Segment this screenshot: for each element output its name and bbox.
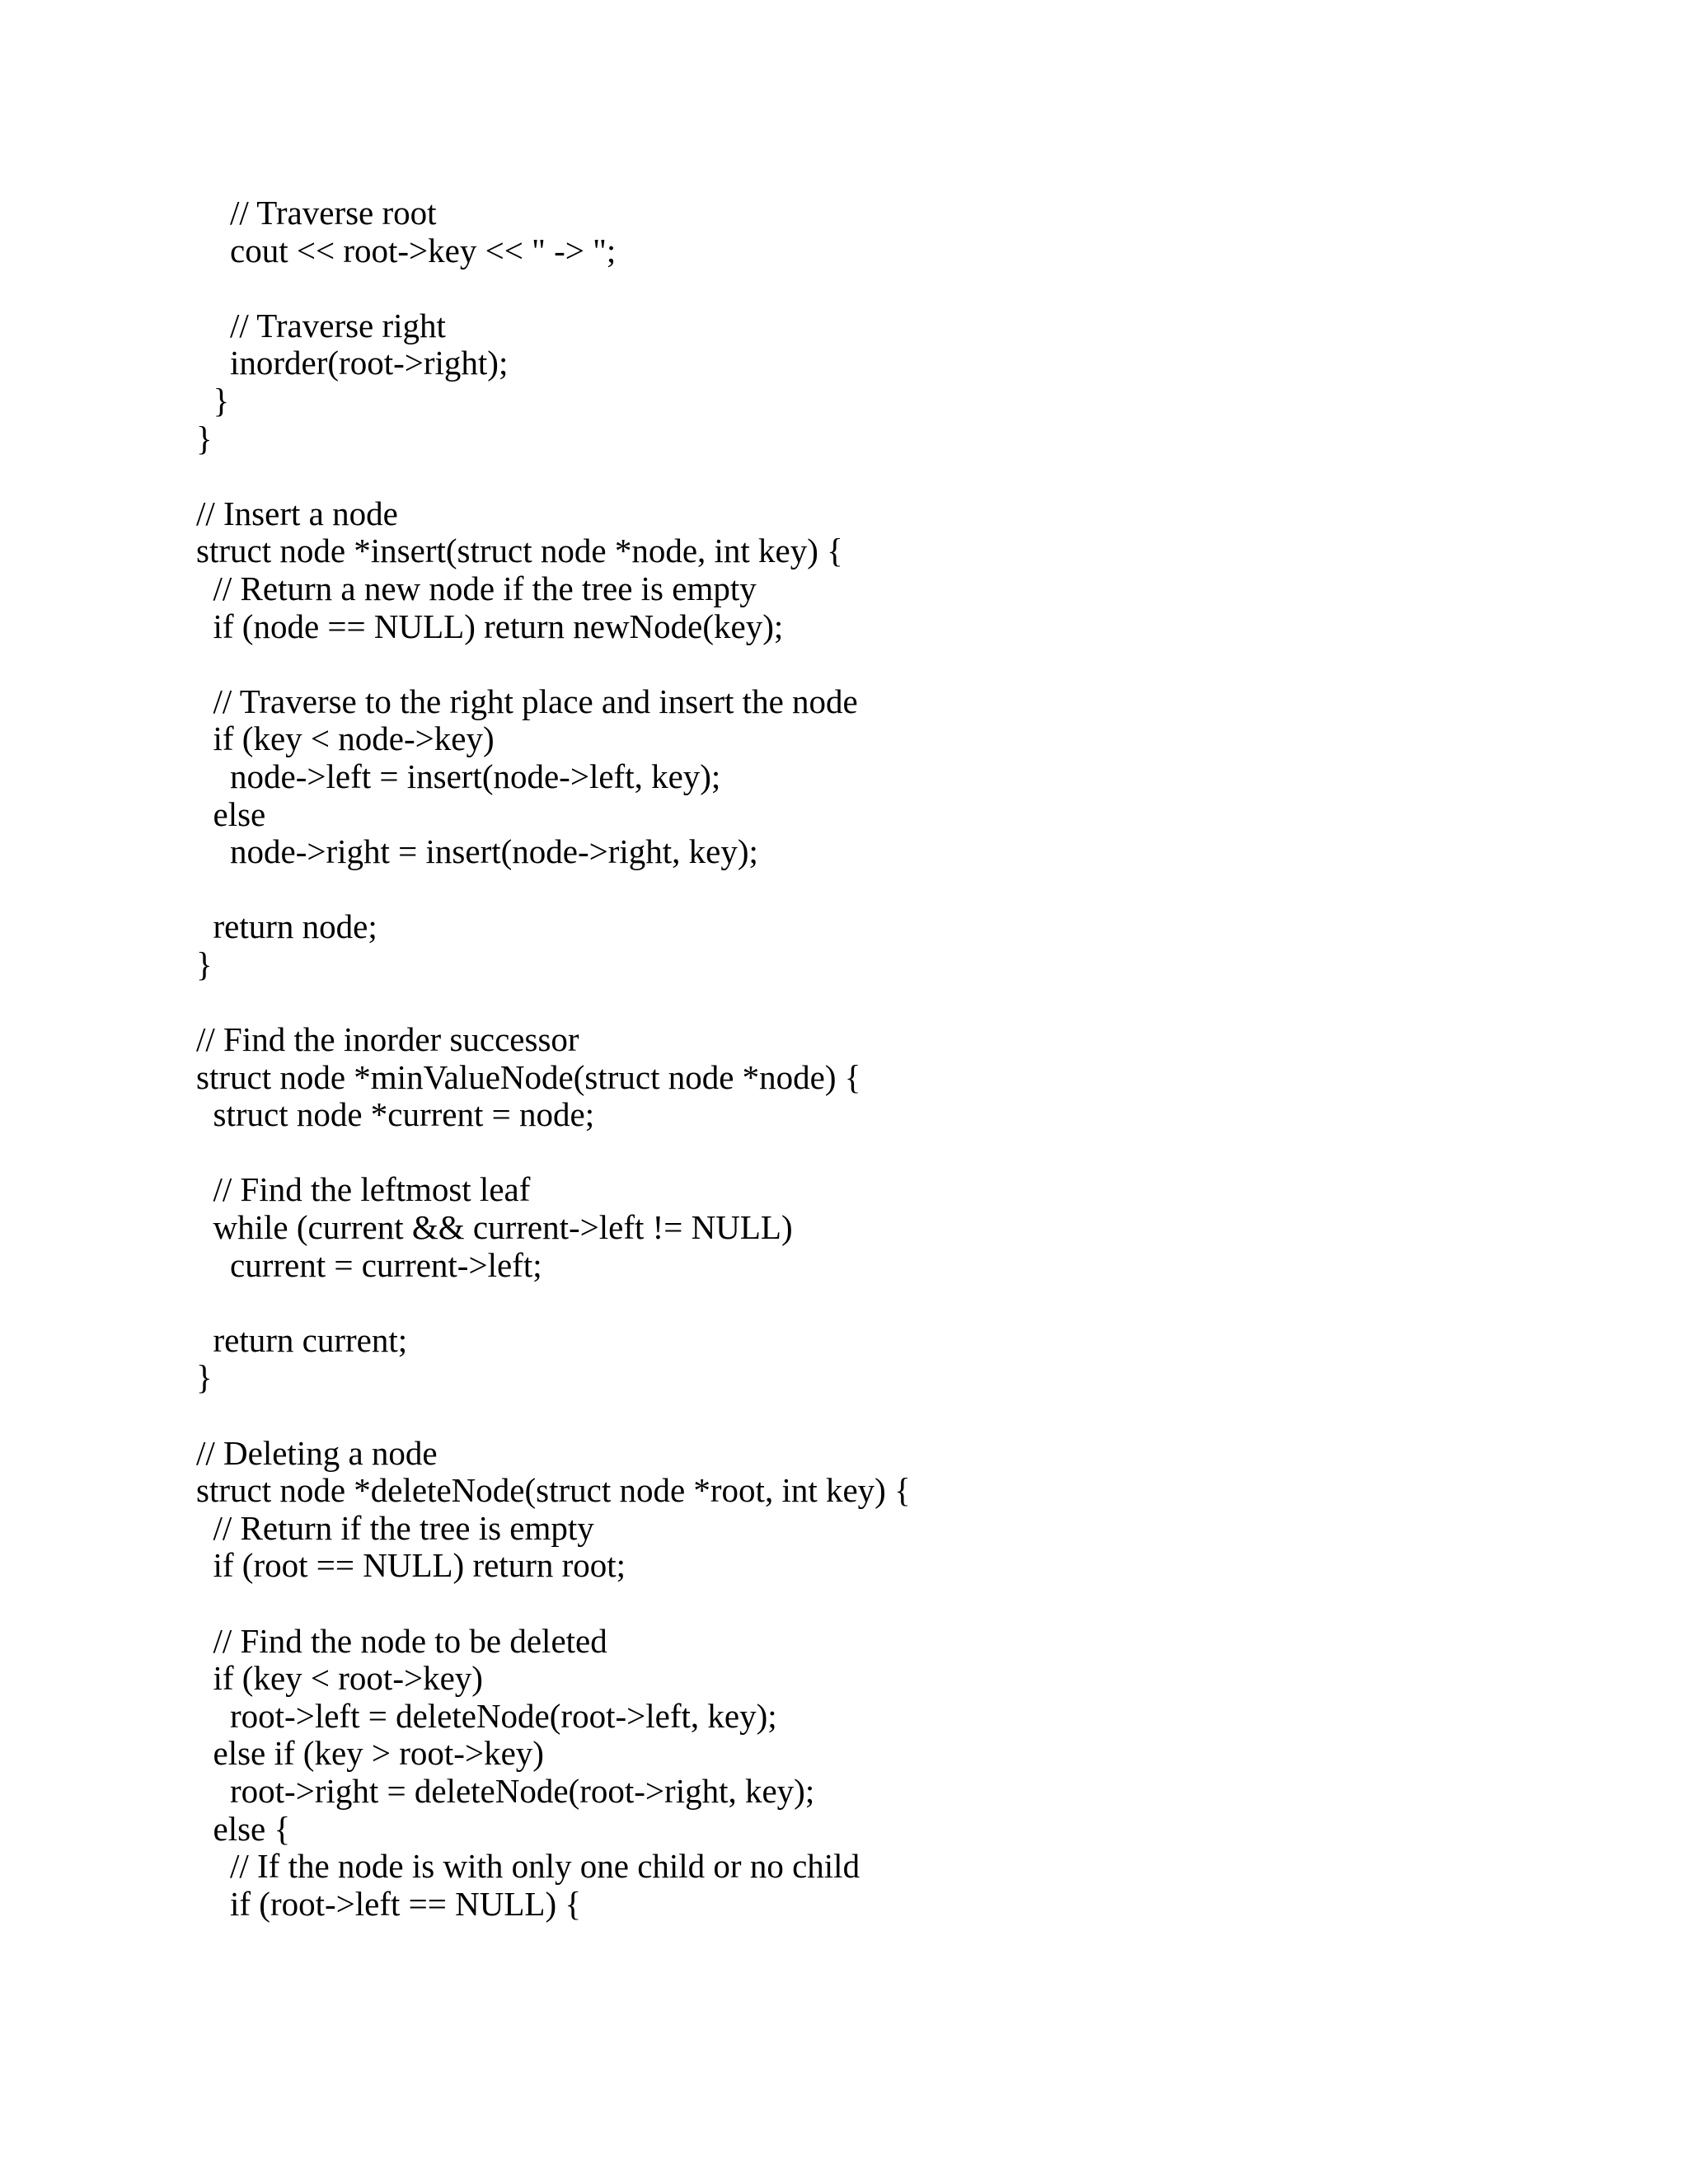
code-line: struct node *insert(struct node *node, int key) {	[196, 532, 843, 570]
code-line: current = current->left;	[196, 1245, 542, 1284]
code-line: if (root == NULL) return root;	[196, 1546, 626, 1585]
code-line	[196, 269, 1597, 307]
code-line: // Traverse to the right place and insert the node	[196, 682, 858, 720]
code-line: // If the node is with only one child or no child	[196, 1847, 860, 1886]
code-line: struct node *current = node;	[196, 1095, 595, 1134]
code-line: // Return if the tree is empty	[196, 1508, 594, 1547]
code-line: else {	[196, 1809, 291, 1848]
code-line: if (key < node->key)	[196, 719, 495, 758]
code-line	[196, 1585, 1597, 1623]
code-line: }	[196, 1358, 213, 1397]
code-line: // Find the leftmost leaf	[196, 1170, 531, 1209]
code-line	[196, 1397, 1597, 1435]
code-line	[196, 871, 1597, 909]
code-line: node->left = insert(node->left, key);	[196, 757, 721, 795]
code-line: // Traverse right	[196, 306, 446, 344]
code-line: if (root->left == NULL) {	[196, 1884, 582, 1923]
code-line: while (current && current->left != NULL)	[196, 1208, 793, 1247]
code-line: if (key < root->key)	[196, 1659, 483, 1698]
code-line	[196, 983, 1597, 1021]
code-line: return current;	[196, 1320, 408, 1359]
code-line: root->right = deleteNode(root->right, key);	[196, 1771, 815, 1810]
code-line: }	[196, 944, 213, 983]
code-line: // Return a new node if the tree is empty	[196, 569, 757, 607]
code-line: // Traverse root	[196, 194, 437, 232]
code-line: }	[196, 381, 230, 419]
code-line: // Find the inorder successor	[196, 1020, 579, 1059]
code-line: return node;	[196, 907, 377, 946]
code-line	[196, 1284, 1597, 1322]
code-line	[196, 1134, 1597, 1172]
code-line: root->left = deleteNode(root->left, key);	[196, 1696, 777, 1735]
code-line: inorder(root->right);	[196, 344, 509, 382]
code-line: node->right = insert(node->right, key);	[196, 832, 758, 871]
code-line: // Find the node to be deleted	[196, 1621, 607, 1660]
code-line: cout << root->key << " -> ";	[196, 231, 617, 269]
code-line: struct node *minValueNode(struct node *node) {	[196, 1057, 861, 1096]
code-line: else	[196, 794, 266, 833]
code-block	[196, 194, 1597, 1923]
code-line: else if (key > root->key)	[196, 1734, 544, 1773]
code-line: }	[196, 419, 213, 457]
code-line: if (node == NULL) return newNode(key);	[196, 607, 784, 645]
code-line	[196, 645, 1597, 683]
code-line: // Deleting a node	[196, 1433, 438, 1472]
code-line: // Insert a node	[196, 494, 398, 532]
code-line: struct node *deleteNode(struct node *root, int key) {	[196, 1471, 911, 1510]
code-line	[196, 457, 1597, 495]
